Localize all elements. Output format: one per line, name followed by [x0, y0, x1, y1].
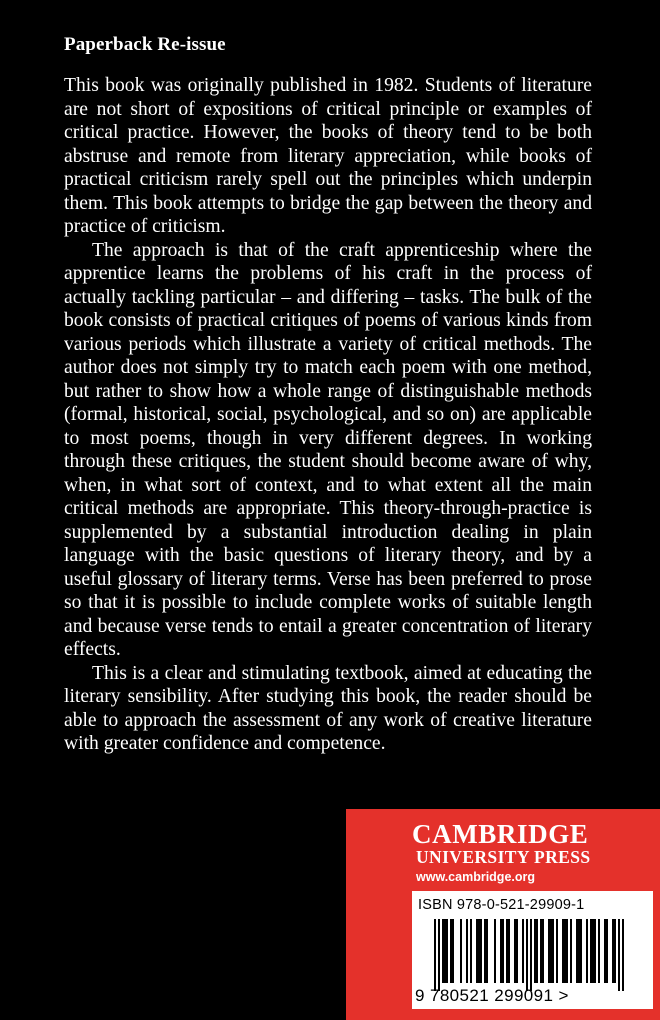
barcode-bar	[578, 919, 580, 983]
barcode-bar	[586, 919, 588, 983]
barcode-bar	[466, 919, 468, 983]
barcode-bar	[500, 919, 502, 983]
barcode-bar	[536, 919, 538, 983]
barcode-bar	[480, 919, 482, 983]
blurb-paragraph: This book was originally published in 1982. Students of literature are not short of expositions of critical principle or examples of critical practice. However, the books of theory tend to be both abstruse and remote from literary appreciation, while books of practical criticism rarely spell out the principles which underpin them. This book attempts to bridge the gap between the theory and practice of criticism.	[64, 75, 592, 237]
barcode-bar	[530, 919, 532, 991]
barcode-bar	[452, 919, 454, 983]
barcode-bar	[434, 919, 436, 991]
barcode-bar	[606, 919, 608, 983]
barcode-bar	[562, 919, 564, 983]
barcode-bar	[592, 919, 594, 983]
barcode-bar	[622, 919, 624, 991]
barcode-bar	[446, 919, 448, 983]
barcode-bar	[564, 919, 566, 983]
barcode-digits: 9 780521 299091 >	[415, 986, 569, 1005]
barcode-bar	[478, 919, 480, 983]
barcode-bar	[486, 919, 488, 983]
barcode-bar	[548, 919, 550, 983]
publisher-panel	[346, 809, 660, 1020]
barcode-bar	[594, 919, 596, 983]
barcode-bar	[460, 919, 462, 983]
barcode-bar	[552, 919, 554, 983]
barcode-bar	[502, 919, 504, 983]
barcode-bar	[470, 919, 472, 983]
barcode-bar	[534, 919, 536, 983]
barcode-bar	[522, 919, 524, 983]
barcode-bar	[516, 919, 518, 983]
barcode-bar	[566, 919, 568, 983]
blurb-paragraph: The approach is that of the craft apprenticeship where the apprentice learns the problems of his craft in the process of actually tackling particular – and differing – tasks. The bulk of the book consists of practical critiques of poems of various kinds from various periods which illustrate a variety of critical methods. The author does not simply try to match each poem with one method, but rather to show how a whole range of distinguishable methods (formal, historical, social, psychological, and so on) are applicable to most poems, though in very different degrees. In working through these critiques, the student should become aware of why, when, in what sort of context, and to what extent all the main critical methods are appropriate. This theory-through-practice is supplemented by a substantial introduction dealing in plain language with the basic questions of literary theory, and by a useful glossary of literary terms. Verse has been preferred to prose so that it is possible to include complete works of suitable length and because verse tends to entail a greater concentration of literary effects.	[64, 239, 592, 660]
barcode-bar	[612, 919, 614, 983]
barcode-block	[412, 891, 653, 1009]
publisher-website: www.cambridge.org	[416, 870, 536, 884]
barcode-bar	[514, 919, 516, 983]
publisher-logo-name: CAMBRIDGE	[412, 819, 589, 849]
barcode-bar	[506, 919, 508, 983]
barcode-bar	[542, 919, 544, 983]
publisher-logo-imprint: UNIVERSITY PRESS	[416, 847, 591, 867]
blurb-paragraph: This is a clear and stimulating textbook, aimed at educating the literary sensibility. After studying this book, the reader should be able to approach the assessment of any work of creative literature with greater confidence and competence.	[64, 662, 592, 754]
barcode-bar	[550, 919, 552, 983]
isbn-label: ISBN 978-0-521-29909-1	[418, 897, 585, 913]
barcode-bar	[508, 919, 510, 983]
barcode-bar	[618, 919, 620, 991]
barcode-bar	[526, 919, 528, 991]
barcode-bar	[604, 919, 606, 983]
barcode-bar	[450, 919, 452, 983]
barcode-bar	[444, 919, 446, 983]
barcode-bar	[540, 919, 542, 983]
blurb-text	[64, 74, 592, 756]
cover-heading: Paperback Re-issue	[64, 34, 226, 55]
barcode-bar	[598, 919, 600, 983]
barcode-bar	[438, 919, 440, 991]
barcode-bar	[494, 919, 496, 983]
barcode-bar	[556, 919, 558, 983]
barcode-bar	[614, 919, 616, 983]
barcode-bar	[570, 919, 572, 983]
barcode-bar	[442, 919, 444, 983]
barcode-bar	[590, 919, 592, 983]
barcode-bar	[576, 919, 578, 983]
barcode-bar	[476, 919, 478, 983]
barcode-bar	[484, 919, 486, 983]
barcode-bar	[580, 919, 582, 983]
